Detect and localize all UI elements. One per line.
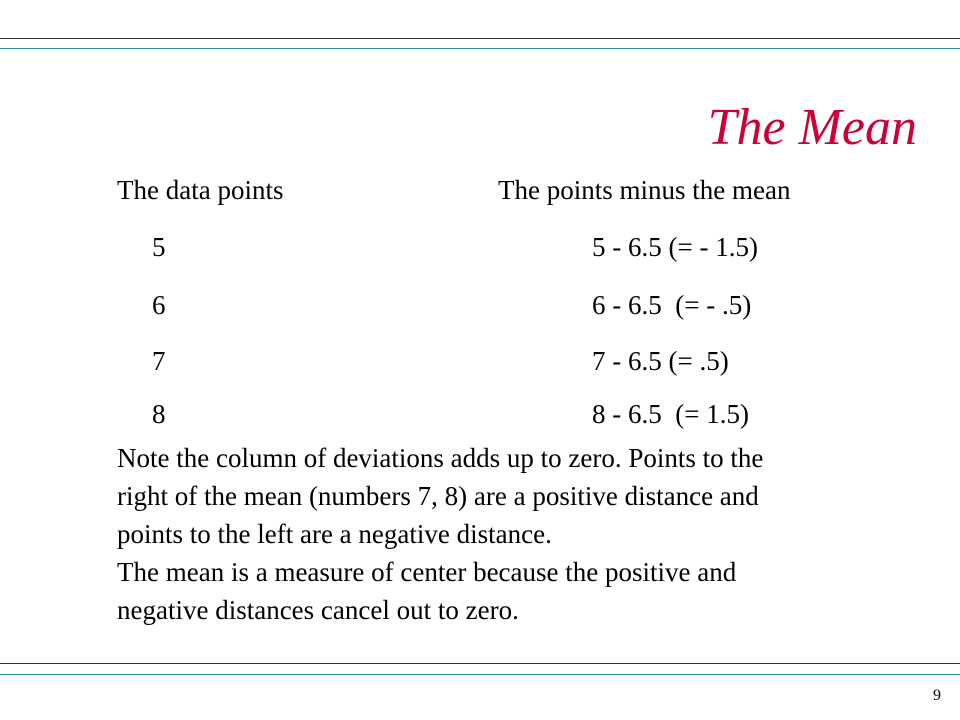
header-data-points: The data points bbox=[117, 175, 284, 205]
data-point: 7 bbox=[152, 346, 166, 376]
table-row bbox=[0, 227, 960, 267]
top-rule-dark bbox=[0, 38, 960, 39]
note-line: right of the mean (numbers 7, 8) are a positive distance and bbox=[117, 481, 759, 511]
table-row bbox=[0, 341, 960, 381]
data-point: 5 bbox=[152, 232, 166, 262]
data-point: 6 bbox=[152, 290, 166, 320]
deviation: 7 - 6.5 (= .5) bbox=[592, 346, 729, 376]
note-line: negative distances cancel out to zero. bbox=[117, 595, 519, 625]
note-line: Note the column of deviations adds up to zero. Points to the bbox=[117, 443, 764, 473]
bottom-rule-teal bbox=[0, 674, 960, 675]
deviation: 6 - 6.5 (= - .5) bbox=[592, 290, 752, 320]
header-points-minus-mean: The points minus the mean bbox=[498, 175, 791, 205]
bottom-rule-dark bbox=[0, 663, 960, 664]
note-line: The mean is a measure of center because the positive and bbox=[117, 557, 737, 587]
deviation: 5 - 6.5 (= - 1.5) bbox=[592, 232, 758, 262]
page-number: 9 bbox=[933, 687, 941, 704]
data-point: 8 bbox=[152, 399, 166, 429]
top-rule-teal bbox=[0, 48, 960, 49]
slide-title: The Mean bbox=[707, 99, 917, 156]
table-row bbox=[0, 394, 960, 434]
deviation: 8 - 6.5 (= 1.5) bbox=[592, 399, 749, 429]
note-line: points to the left are a negative distance. bbox=[117, 519, 552, 549]
notes-paragraph bbox=[117, 439, 917, 629]
table-row bbox=[0, 285, 960, 325]
